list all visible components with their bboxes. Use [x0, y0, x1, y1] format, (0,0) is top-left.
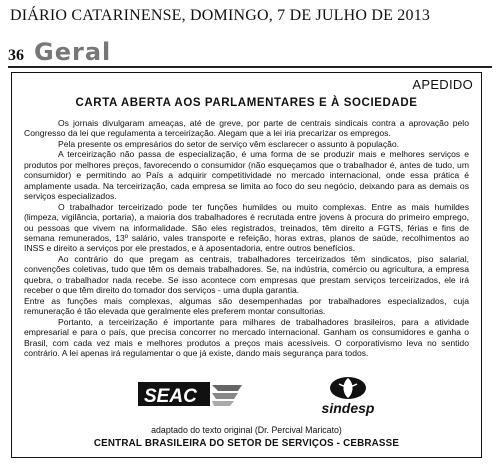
paragraph-1: Os jornais divulgaram ameaças, até de greve, por parte de centrais sindicais contra a aprovação pelo Congresso da lei que regulamenta a terceirização. Alegam que a lei iria precarizar os empregos.: [24, 118, 469, 139]
sponsor-logos: [12, 373, 481, 419]
signature-organization: CENTRAL BRASILEIRA DO SETOR DE SERVIÇOS - CEBRASSE: [93, 438, 400, 449]
paragraph-3: A terceirização não passa de especialização, é uma forma de se produzir mais e melhores serviços e produtos por melhores preços, favorecendo o consumidor (não esqueçamos que o trabalhador é, antes de tudo, um consumidor) e permitindo ao País a adquirir competitividade no mercado internacional, onde essa prática é amplamente usada. Na terceirização, cada empresa se limita ao foco do seu negócio, deixando para as demais os serviços especializados.: [24, 149, 469, 202]
paragraph-7: Portanto, a terceirização é importante para milhares de trabalhadores brasileiros, para a atividade empresarial e para o país, que precisa concorrer no mercado internacional. Ganham os consumidores e ganha o Brasil, com cada vez mais e melhores produtos a preços mais acessíveis. O corporativismo leva no sentido contrário. A lei apenas irá regulamentar o que já existe, dando mais segurança para todos.: [24, 316, 469, 358]
credit-line: adaptado do texto original (Dr. Percival Maricato): [151, 425, 342, 435]
page-number: 36: [8, 47, 24, 64]
section-header: [8, 38, 111, 66]
ad-body: [24, 118, 469, 358]
paragraph-6: Entre as funções mais complexas, algumas são desempenhadas por trabalhadores especializados, cuja remuneração é tão elevada que geralmente eles preferem montar consultorias.: [24, 295, 469, 317]
sindesp-logo: [308, 375, 388, 417]
ad-headline: CARTA ABERTA AOS PARLAMENTARES E À SOCIEDADE: [75, 97, 418, 109]
seac-logo: [138, 379, 246, 409]
paragraph-2: Pela presente os empresários do setor de serviço vêm esclarecer o assunto à população.: [58, 138, 400, 149]
paid-advertisement-box: [11, 72, 482, 458]
svg-text:sindesp: sindesp: [321, 400, 375, 416]
paragraph-4: O trabalhador terceirizado pode ter funções humildes ou muito complexas. Entre as mais humildes (limpeza, vigilância, portaria), a maioria dos trabalhadores é recrutada entre jovens à procura do primeiro emprego, ou pessoas que vivem na informalidade. São eles registrados, treinados, têm direito a FGTS, férias e fins de semana remunerados, 13º salário, vales transporte e refeição, horas extras, planos de saúde, recolhimentos ao INSS e direito a serviços por ele prestados, e à aposentadoria, entre outros benefícios.: [24, 201, 469, 254]
apedido-tag: APEDIDO: [412, 77, 473, 92]
paragraph-5: Ao contrário do que pregam as centrais, trabalhadores terceirizados têm sindicatos, piso salarial, convenções coletivas, tudo que têm os demais trabalhadores. Se, na indústria, comércio ou agricultura, a empresa quebra, o trabalhador nada recebe. Se isso acontece com empresas que prestam serviços terceirizados, ele irá receber o que têm direito do tomador dos serviços - uma dupla garantia.: [24, 253, 469, 296]
newspaper-masthead: DIÁRIO CATARINENSE, DOMINGO, 7 DE JULHO DE 2013: [10, 7, 431, 24]
svg-text:SEAC: SEAC: [144, 386, 197, 407]
header-rule: [8, 66, 492, 68]
section-name: Geral: [34, 38, 112, 66]
